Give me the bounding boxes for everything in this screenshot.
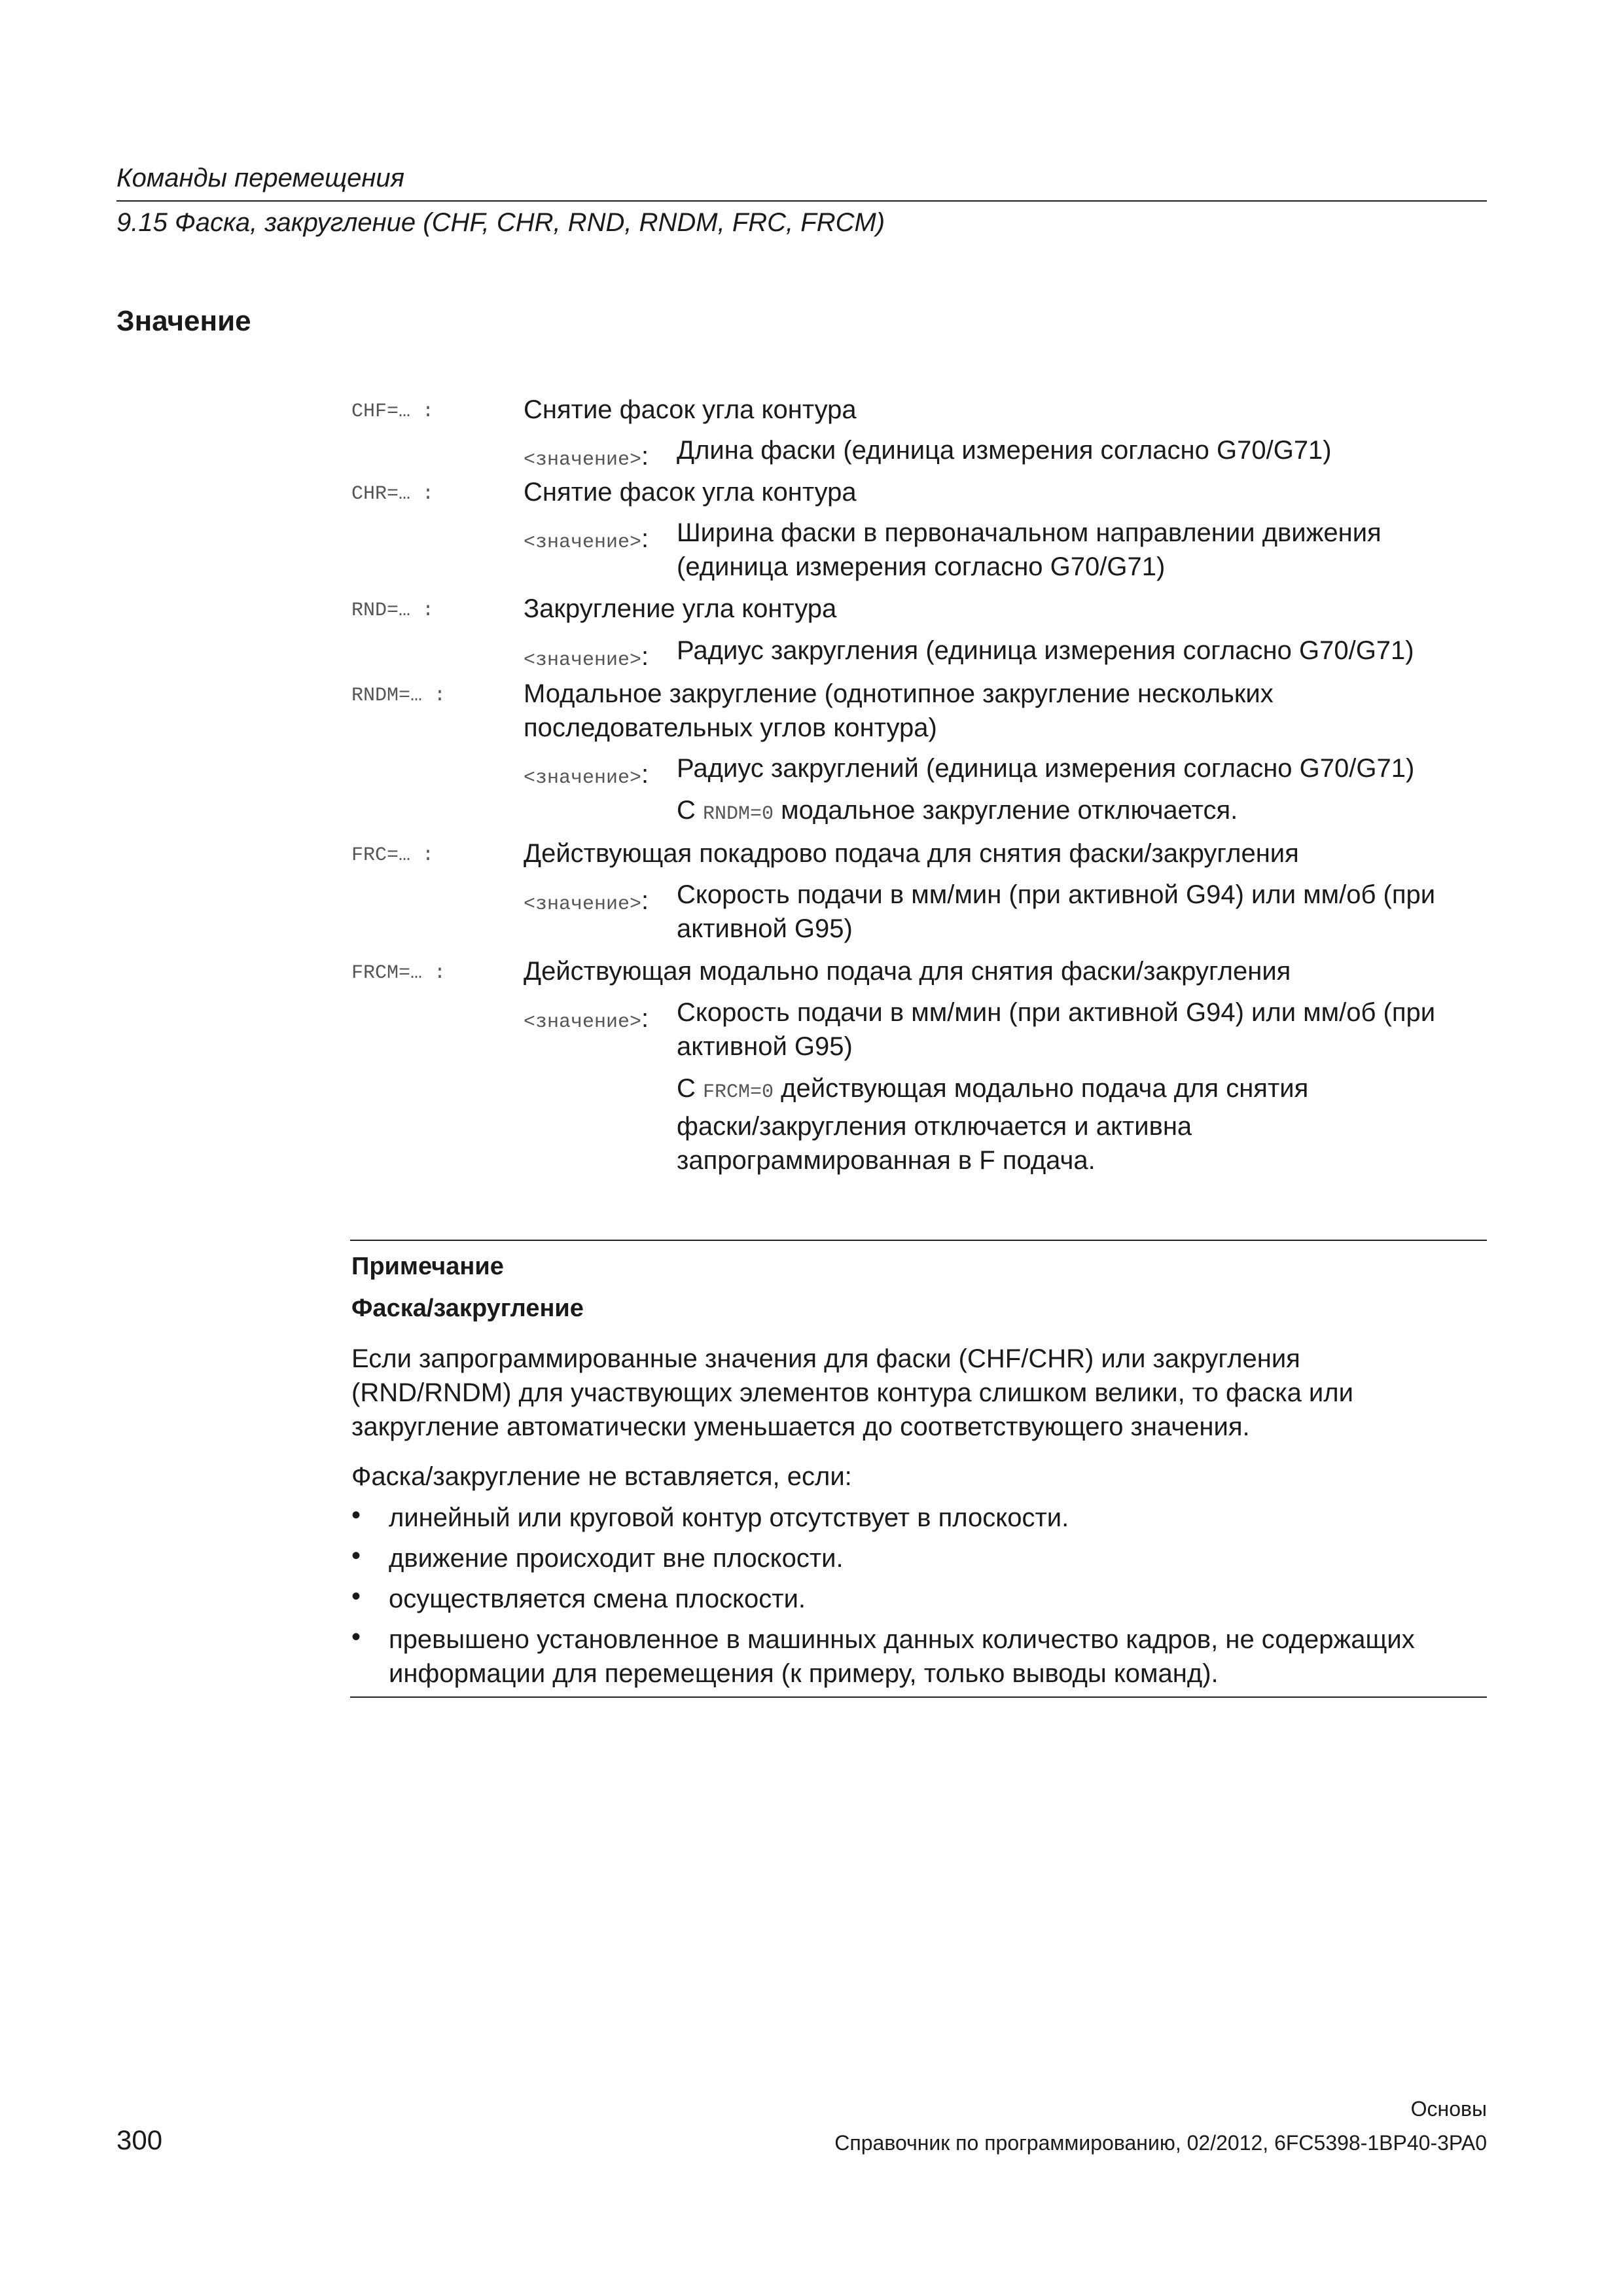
bullet-marker: • xyxy=(351,1623,361,1651)
value-tag-frcm: <значение>: xyxy=(524,1004,649,1033)
value-tag-chf: <значение>: xyxy=(524,442,649,471)
param-desc-rnd: Закругление угла контура xyxy=(524,594,837,623)
note-bullet-2: движение происходит вне плоскости. xyxy=(389,1544,844,1573)
param-code-frcm: FRCM=… : xyxy=(351,962,446,984)
value-note-frcm-line1: С FRCM=0 действующая модально подача для снятия xyxy=(677,1074,1309,1103)
note-paragraph-1-line3: закругление автоматически уменьшается до соответствующего значения. xyxy=(351,1412,1250,1441)
param-desc-rndm xyxy=(524,677,1492,745)
header-divider xyxy=(116,200,1487,202)
param-code-rndm: RNDM=… : xyxy=(351,685,446,707)
value-text-chr-line1: Ширина фаски в первоначальном направлении движения xyxy=(677,518,1382,547)
note-bottom-rule xyxy=(350,1696,1487,1698)
section-title: Значение xyxy=(116,305,251,337)
note-bullet-4 xyxy=(389,1623,1488,1691)
running-header-chapter: Команды перемещения xyxy=(116,164,405,192)
bullet-marker: • xyxy=(351,1582,361,1611)
value-note-frcm-line3: запрограммированная в F подача. xyxy=(677,1146,1096,1175)
note-paragraph-2: Фаска/закругление не вставляется, если: xyxy=(351,1462,852,1491)
code-frcm-0: FRCM=0 xyxy=(703,1081,774,1103)
value-text-chf: Длина фаски (единица измерения согласно G70/G71) xyxy=(677,436,1332,465)
param-code-rnd: RND=… : xyxy=(351,600,435,622)
note-bullet-4-line2: информации для перемещения (к примеру, только выводы команд). xyxy=(389,1659,1219,1688)
note-bullet-4-line1: превышено установленное в машинных данных количество кадров, не содержащих xyxy=(389,1625,1415,1654)
param-desc-frc: Действующая покадрово подача для снятия фаски/закругления xyxy=(524,839,1299,868)
note-top-rule xyxy=(350,1240,1487,1241)
value-text-frc-line2: активной G95) xyxy=(677,914,853,943)
value-text-frcm-line2: активной G95) xyxy=(677,1032,853,1061)
footer-reference: Справочник по программированию, 02/2012, 6FC5398-1BP40-3PA0 xyxy=(834,2131,1487,2155)
code-rndm-0: RNDM=0 xyxy=(703,803,774,825)
param-desc-rndm-line1: Модальное закругление (однотипное закругление нескольких xyxy=(524,679,1274,708)
bullet-marker: • xyxy=(351,1541,361,1570)
note-label: Примечание xyxy=(351,1253,504,1280)
note-bullet-3: осуществляется смена плоскости. xyxy=(389,1585,806,1613)
value-text-frc xyxy=(677,878,1488,946)
value-text-frcm xyxy=(677,996,1488,1064)
param-code-chr: CHR=… : xyxy=(351,483,435,505)
param-desc-chr: Снятие фасок угла контура xyxy=(524,478,857,507)
page-number: 300 xyxy=(116,2125,163,2155)
bullet-marker: • xyxy=(351,1501,361,1530)
value-note-frcm-line2: фаски/закругления отключается и активна xyxy=(677,1112,1192,1141)
value-note-frcm xyxy=(677,1071,1488,1177)
param-code-chf: CHF=… : xyxy=(351,401,435,423)
value-tag-rndm: <значение>: xyxy=(524,760,649,789)
note-subtitle: Фаска/закругление xyxy=(351,1295,584,1322)
value-tag-rnd: <значение>: xyxy=(524,642,649,672)
value-text-chr xyxy=(677,516,1488,584)
value-text-frc-line1: Скорость подачи в мм/мин (при активной G94) или мм/об (при xyxy=(677,880,1436,909)
param-desc-rndm-line2: последовательных углов контура) xyxy=(524,713,937,742)
param-desc-frcm: Действующая модально подача для снятия фаски/закругления xyxy=(524,957,1291,986)
value-text-rndm: Радиус закруглений (единица измерения согласно G70/G71) xyxy=(677,754,1415,783)
note-paragraph-1-line2: (RND/RNDM) для участвующих элементов контура слишком велики, то фаска или xyxy=(351,1378,1353,1407)
param-desc-chf: Снятие фасок угла контура xyxy=(524,395,857,424)
value-text-chr-line2: (единица измерения согласно G70/G71) xyxy=(677,552,1166,581)
param-code-frc: FRC=… : xyxy=(351,844,435,867)
value-tag-frc: <значение>: xyxy=(524,886,649,916)
value-note-rndm: С RNDM=0 модальное закругление отключается. xyxy=(677,796,1238,825)
value-tag-chr: <значение>: xyxy=(524,524,649,554)
running-header-section: 9.15 Фаска, закругление (CHF, CHR, RND, RNDM, FRC, FRCM) xyxy=(116,208,885,237)
value-text-frcm-line1: Скорость подачи в мм/мин (при активной G94) или мм/об (при xyxy=(677,998,1436,1027)
note-bullet-1: линейный или круговой контур отсутствует в плоскости. xyxy=(389,1503,1069,1532)
note-paragraph-1 xyxy=(351,1342,1487,1444)
value-text-rnd: Радиус закругления (единица измерения согласно G70/G71) xyxy=(677,636,1414,665)
note-paragraph-1-line1: Если запрограммированные значения для фаски (CHF/CHR) или закругления xyxy=(351,1344,1300,1373)
footer-book-title: Основы xyxy=(1410,2097,1487,2121)
